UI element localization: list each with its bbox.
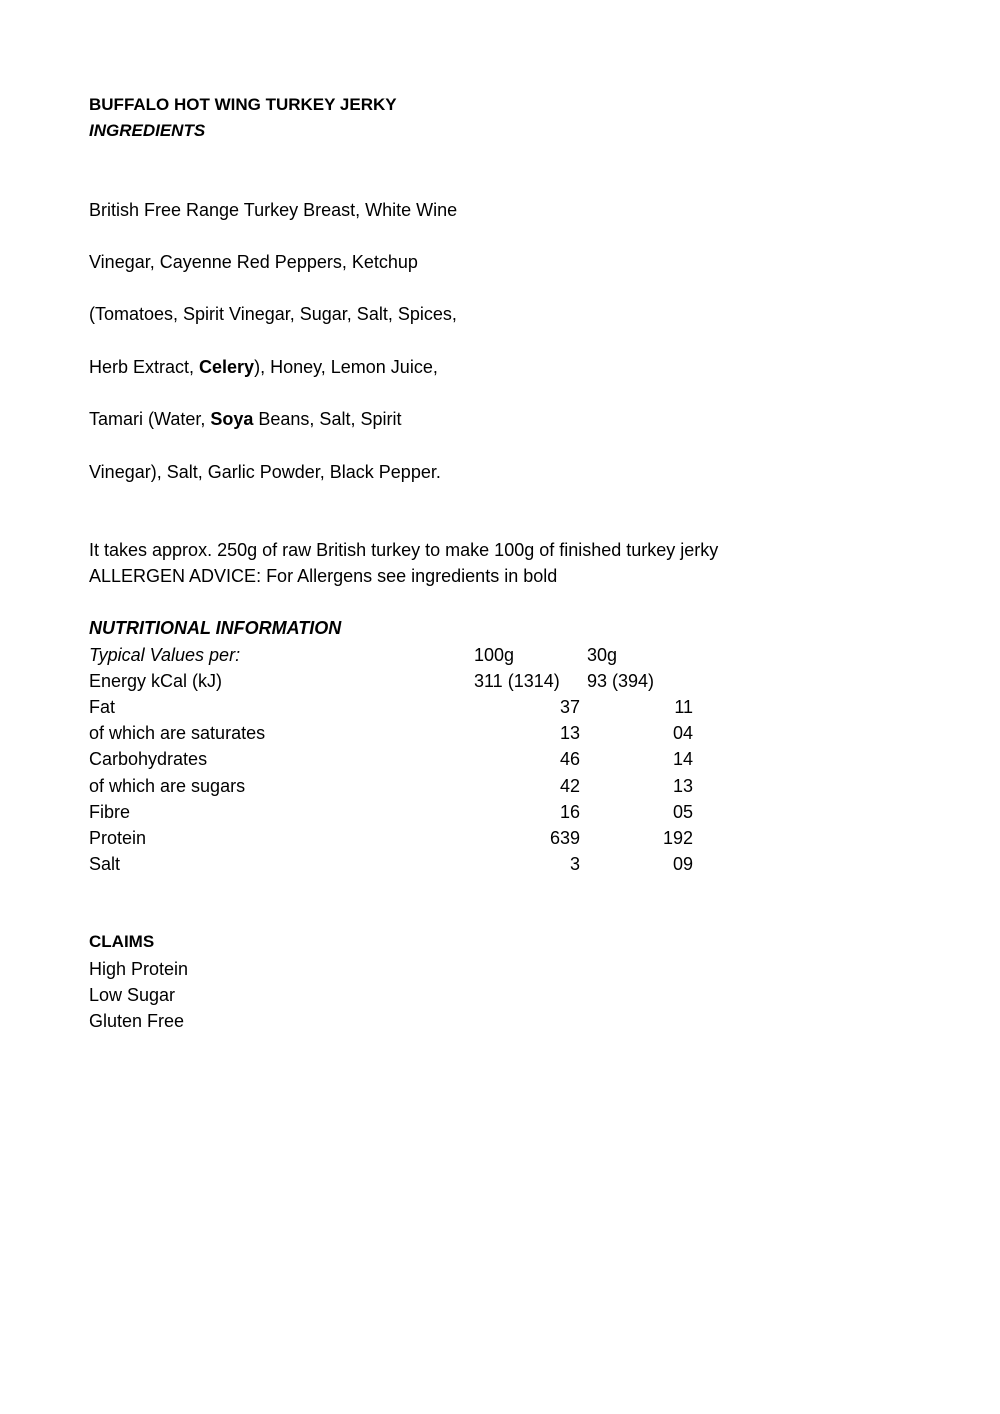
nutrient-value-100g: 37 xyxy=(559,697,580,718)
nutrient-value-30g: 05 xyxy=(672,801,693,822)
ingredients-text: ), Honey, Lemon Juice, xyxy=(254,356,438,377)
nutrient-label: Protein xyxy=(89,827,147,848)
nutrient-label: Fibre xyxy=(89,801,131,822)
nutrition-row xyxy=(89,720,919,746)
nutrition-heading: NUTRITIONAL INFORMATION xyxy=(89,618,342,639)
nutrition-row xyxy=(89,773,919,799)
allergen-soya: Soya xyxy=(210,409,254,430)
document-page xyxy=(89,92,919,1034)
nutrient-value-30g: 14 xyxy=(672,749,693,770)
ingredients-line: Vinegar), Salt, Garlic Powder, Black Pepper. xyxy=(89,461,441,482)
nutrition-row xyxy=(89,825,919,851)
energy-label: Energy kCal (kJ) xyxy=(89,670,223,691)
nutrient-value-30g: 11 xyxy=(674,697,693,718)
column-header-100g: 100g xyxy=(474,644,515,665)
ingredients-heading: INGREDIENTS xyxy=(89,121,206,141)
ingredients-line xyxy=(89,354,919,380)
energy-100g: 311 (1314) xyxy=(474,670,560,691)
nutrition-row xyxy=(89,694,919,720)
nutrient-value-30g: 192 xyxy=(662,827,693,848)
typical-values-label: Typical Values per: xyxy=(89,644,241,665)
nutrient-value-100g: 46 xyxy=(559,749,580,770)
nutrient-label: of which are sugars xyxy=(89,775,246,796)
nutrition-energy-row xyxy=(89,668,919,694)
nutrient-value-30g: 13 xyxy=(672,775,693,796)
ingredients-line: Vinegar, Cayenne Red Peppers, Ketchup xyxy=(89,252,418,273)
claims-heading: CLAIMS xyxy=(89,932,155,952)
ingredients-line xyxy=(89,406,919,432)
allergen-advice: ALLERGEN ADVICE: For Allergens see ingredients in bold xyxy=(89,566,558,587)
claims-list xyxy=(89,956,919,1035)
claim-item: High Protein xyxy=(89,958,189,979)
nutrition-header-row xyxy=(89,642,919,668)
energy-30g: 93 (394) xyxy=(587,670,655,691)
claim-item: Gluten Free xyxy=(89,1010,185,1031)
nutrient-label: Carbohydrates xyxy=(89,749,208,770)
claim-item: Low Sugar xyxy=(89,984,176,1005)
nutrition-row xyxy=(89,746,919,772)
nutrient-value-100g: 639 xyxy=(549,827,580,848)
ingredients-text: Herb Extract, xyxy=(89,356,200,377)
nutrient-value-100g: 42 xyxy=(559,775,580,796)
nutrition-row xyxy=(89,799,919,825)
nutrient-label: Salt xyxy=(89,854,121,875)
ingredients-text: Tamari (Water, xyxy=(89,409,211,430)
nutrient-value-100g: 3 xyxy=(569,854,580,875)
nutrient-value-30g: 09 xyxy=(672,854,693,875)
notes xyxy=(89,537,919,589)
nutrient-value-100g: 16 xyxy=(559,801,580,822)
ingredients-line: British Free Range Turkey Breast, White Wine xyxy=(89,199,458,220)
raw-ratio-note: It takes approx. 250g of raw British turkey to make 100g of finished turkey jerky xyxy=(89,540,719,561)
allergen-celery: Celery xyxy=(199,356,255,377)
nutrient-value-100g: 13 xyxy=(559,723,580,744)
ingredients-text: Beans, Salt, Spirit xyxy=(253,409,402,430)
nutrient-value-30g: 04 xyxy=(672,723,693,744)
ingredients-line: (Tomatoes, Spirit Vinegar, Sugar, Salt, Spices, xyxy=(89,304,457,325)
product-title: BUFFALO HOT WING TURKEY JERKY xyxy=(89,95,397,114)
ingredients-list xyxy=(89,170,919,511)
nutrition-row xyxy=(89,851,919,877)
column-header-30g: 30g xyxy=(587,644,618,665)
nutrient-label: of which are saturates xyxy=(89,723,266,744)
nutrient-label: Fat xyxy=(89,697,116,718)
